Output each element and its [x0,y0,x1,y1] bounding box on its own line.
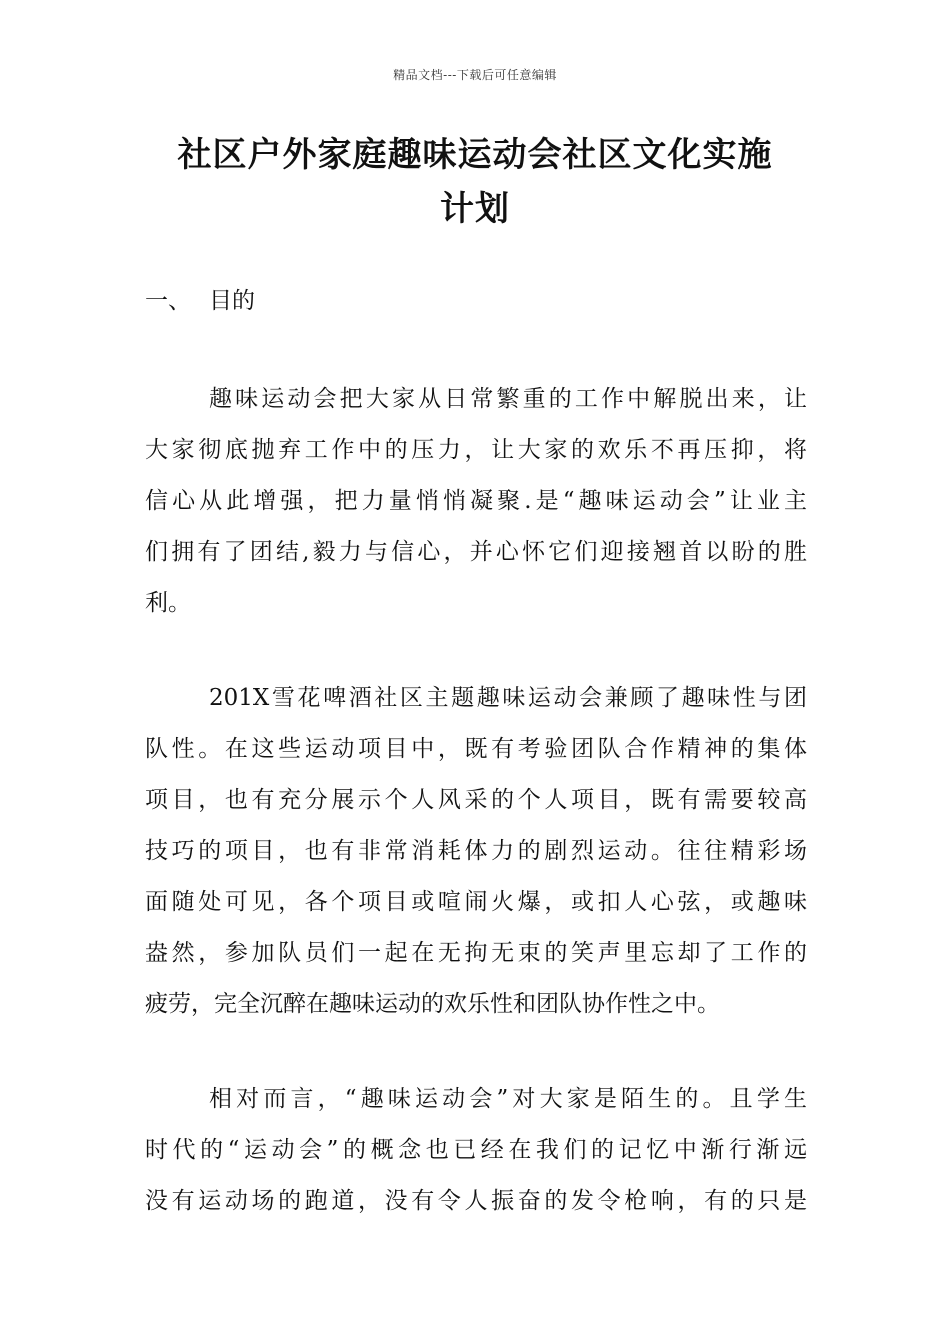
section-heading [145,282,255,315]
paragraph-line: 队性。在这些运动项目中，既有考验团队合作精神的集体 [145,736,807,762]
title-line: 社区户外家庭趣味运动会社区文化实施 [177,135,773,175]
paragraph-line: 们拥有了团结,毅力与信心，并心怀它们迎接翘首以盼的胜 [145,539,807,565]
title-line: 计划 [440,189,510,229]
paragraph-line: 趣味运动会把大家从日常繁重的工作中解脱出来，让 [209,386,807,412]
section-number: 一、 [145,288,191,314]
paragraph-line: 技巧的项目，也有非常消耗体力的剧烈运动。往往精彩场 [145,838,807,864]
paragraph-line: 盎然，参加队员们一起在无拘无束的笑声里忘却了工作的 [145,940,807,966]
document-title [140,128,810,236]
page-header-note: 精品文档---下载后可任意编辑 [393,68,557,82]
paragraph [145,673,807,1030]
paragraph-line: 信心从此增强，把力量悄悄凝聚.是“趣味运动会”让业主 [145,488,807,514]
paragraph-line: 时代的“运动会”的概念也已经在我们的记忆中渐行渐远 [145,1137,807,1163]
paragraph [145,1074,807,1227]
paragraph-line: 利。 [145,590,191,616]
paragraph-line: 面随处可见，各个项目或喧闹火爆，或扣人心弦，或趣味 [145,889,807,915]
section-label: 目的 [209,288,255,314]
paragraph-line: 相对而言，“趣味运动会”对大家是陌生的。且学生 [209,1086,807,1112]
paragraph-line: 没有运动场的跑道，没有令人振奋的发令枪响，有的只是 [145,1188,807,1214]
paragraph-line: 201X雪花啤酒社区主题趣味运动会兼顾了趣味性与团 [209,685,807,711]
paragraph [145,374,807,629]
paragraph-line: 项目，也有充分展示个人风采的个人项目，既有需要较高 [145,787,807,813]
paragraph-line: 大家彻底抛弃工作中的压力，让大家的欢乐不再压抑，将 [145,437,807,463]
paragraph-line: 疲劳，完全沉醉在趣味运动的欢乐性和团队协作性之中。 [145,991,720,1017]
